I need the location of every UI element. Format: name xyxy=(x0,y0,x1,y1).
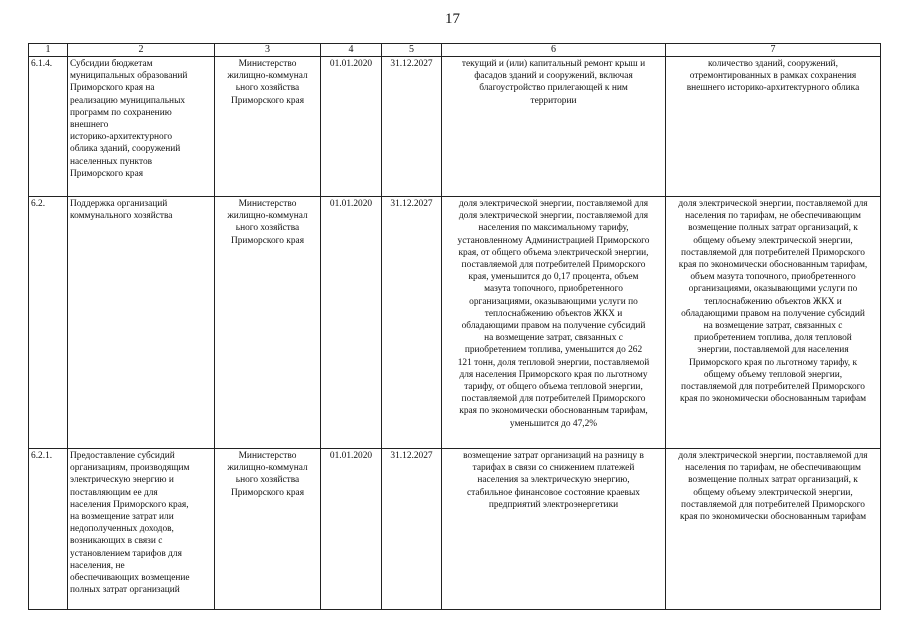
measure-name: Предоставление субсидий организациям, производящим электрическую энергию и поставляющим ее для населения Приморского края, на возмещение затрат или недополученных доходов, возникающих в связи с установлением тарифов для населения, не обеспечивающих возмещение полных затрат организаций xyxy=(68,449,215,610)
responsible-executor: Министерство жилищно-коммунал ьного хозяйства Приморского края xyxy=(215,449,321,610)
end-date: 31.12.2027 xyxy=(382,197,442,449)
page-number: 17 xyxy=(445,11,460,27)
start-date: 01.01.2020 xyxy=(321,449,382,610)
responsible-executor: Министерство жилищно-коммунал ьного хозяйства Приморского края xyxy=(215,57,321,197)
table-row xyxy=(29,449,881,610)
end-date: 31.12.2027 xyxy=(382,57,442,197)
measure-number: 6.2.1. xyxy=(29,449,68,610)
measure-number: 6.2. xyxy=(29,197,68,449)
indicator: доля электрической энергии, поставляемой для населения по тарифам, не обеспечивающим возмещение полных затрат организаций, к общему объему электрической энергии, поставляемой для потребителей Приморского края по экономически обоснованным тарифам, объем мазута топочного, приобретенного организациями, оказывающими услуги по теплоснабжению объектов ЖКХ и обладающими правом на получение субсидий на возмещение затрат, связанных с приобретением топлива, доля тепловой энергии, поставляемой для населения Приморского края по льготному тарифу, к общему объему тепловой энергии, поставляемой для потребителей Приморского края по экономически обоснованным тарифам xyxy=(666,197,881,449)
start-date: 01.01.2020 xyxy=(321,197,382,449)
measure-number: 6.1.4. xyxy=(29,57,68,197)
column-number-1: 1 xyxy=(29,44,68,57)
column-number-4: 4 xyxy=(321,44,382,57)
measure-name: Субсидии бюджетам муниципальных образований Приморского края на реализацию муниципальных программ по сохранению внешнего историко-архитектурного облика зданий, сооружений населенных пунктов Приморского края xyxy=(68,57,215,197)
measure-name: Поддержка организаций коммунального хозяйства xyxy=(68,197,215,449)
indicator: количество зданий, сооружений, отремонтированных в рамках сохранения внешнего историко-архитектурного облика xyxy=(666,57,881,197)
column-number-6: 6 xyxy=(442,44,666,57)
program-measures-table xyxy=(28,43,881,610)
column-number-7: 7 xyxy=(666,44,881,57)
expected-result: доля электрической энергии, поставляемой для доля электрической энергии, поставляемой для населения по максимальному тарифу, установленному Администрацией Приморского края, от общего объема электрической энергии, поставляемой для потребителей Приморского края, уменьшится до 0,17 процента, объем мазута топочного, приобретенного организациями, оказывающими услуги по теплоснабжению объектов ЖКХ и обладающими правом на получение субсидий на возмещение затрат, связанных с приобретением топлива, уменьшится до 262 121 тонн, доля тепловой энергии, поставляемой для населения Приморского края по льготному тарифу, от общего объема тепловой энергии, поставляемой для потребителей Приморского края по экономически обоснованным тарифам, уменьшится до 47,2% xyxy=(442,197,666,449)
column-number-2: 2 xyxy=(68,44,215,57)
end-date: 31.12.2027 xyxy=(382,449,442,610)
indicator: доля электрической энергии, поставляемой для населения по тарифам, не обеспечивающим возмещение полных затрат организаций, к общему объему электрической энергии, поставляемой для потребителей Приморского края по экономически обоснованным тарифам xyxy=(666,449,881,610)
column-number-3: 3 xyxy=(215,44,321,57)
table-row xyxy=(29,197,881,449)
expected-result: возмещение затрат организаций на разницу в тарифах в связи со снижением платежей населения за электрическую энергию, стабильное финансовое состояние краевых предприятий электроэнергетики xyxy=(442,449,666,610)
table-row xyxy=(29,57,881,197)
column-number-5: 5 xyxy=(382,44,442,57)
expected-result: текущий и (или) капитальный ремонт крыш и фасадов зданий и сооружений, включая благоустройство прилегающей к ним территории xyxy=(442,57,666,197)
responsible-executor: Министерство жилищно-коммунал ьного хозяйства Приморского края xyxy=(215,197,321,449)
start-date: 01.01.2020 xyxy=(321,57,382,197)
table-header-row xyxy=(29,44,881,57)
